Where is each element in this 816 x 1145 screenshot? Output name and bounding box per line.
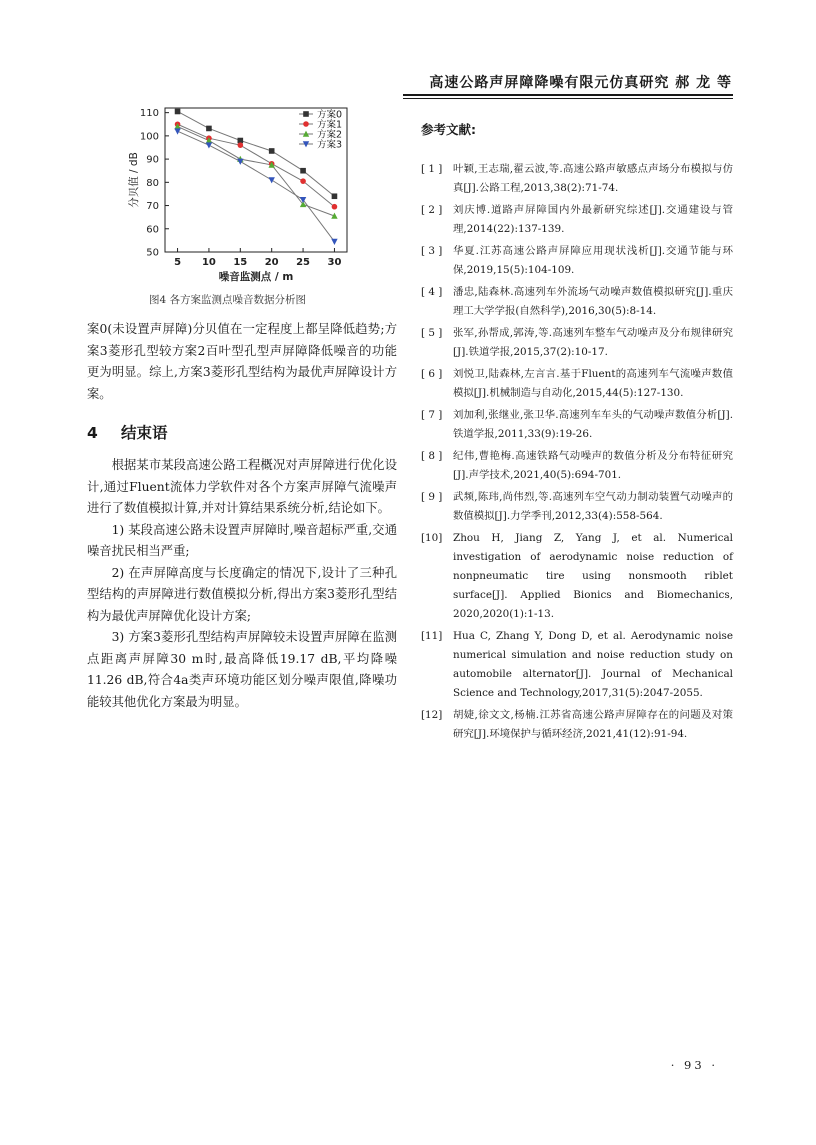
x-tick-label: 10: [201, 257, 216, 268]
reference-text: Hua C, Zhang Y, Dong D, et al. Aerodynamic noise numerical simulation and noise reduction study on automobile alternator[J]. Journal of Mechanical Science and Technology,2017,31(5):2047-2055.: [453, 630, 733, 699]
y-tick-label: 110: [139, 108, 159, 120]
reference-text: 纪伟,曹艳梅.高速铁路气动噪声的数值分析及分布特征研究[J].声学技术,2021,40(5):694-701.: [453, 450, 733, 481]
data-point: [206, 142, 212, 148]
reference-item: [421, 324, 733, 362]
figure-caption: 图4 各方案监测点噪音数据分析图: [149, 294, 307, 306]
reference-list: [421, 160, 733, 744]
reference-item: [421, 406, 733, 444]
header-rule-thin: [403, 98, 733, 99]
data-point: [300, 178, 306, 184]
data-point: [174, 128, 180, 134]
reference-number: [12]: [421, 709, 443, 721]
x-tick-label: 5: [174, 257, 182, 268]
reference-text: 胡婕,徐文文,杨楠.江苏省高速公路声屏障存在的问题及对策研究[J].环境保护与循环经济,2021,41(12):91-94.: [453, 709, 733, 740]
y-tick-label: 50: [146, 247, 159, 259]
x-tick-label: 20: [264, 257, 279, 268]
reference-text: 刘加利,张继业,张卫华.高速列车车头的气动噪声数值分析[J].铁道学报,2011,33(9):19-26.: [453, 409, 733, 440]
reference-number: [11]: [421, 630, 443, 642]
legend-marker: [303, 111, 309, 117]
reference-text: 刘悦卫,陆森林,左言言.基于Fluent的高速列车气流噪声数值模拟[J].机械制造与自动化,2015,44(5):127-130.: [453, 368, 733, 399]
reference-item: [421, 283, 733, 321]
left-column: [87, 100, 397, 713]
running-header-title: 高速公路声屏障降噪有限元仿真研究 郝 龙 等: [429, 75, 732, 91]
body-paragraph: 案0(未设置声屏障)分贝值在一定程度上都呈降低趋势;方案3菱形孔型较方案2百叶型孔型声屏障降低噪音的功能更为明显。综上,方案3菱形孔型结构为最优声屏障设计方案。: [87, 322, 397, 401]
reference-number: [ 8 ]: [421, 450, 443, 462]
reference-number: [ 9 ]: [421, 491, 443, 503]
y-axis-label: 分贝值 / dB: [128, 152, 140, 208]
reference-number: [ 4 ]: [421, 286, 443, 298]
references-title: 参考文献:: [421, 122, 476, 137]
legend-label: 方案0: [317, 109, 343, 121]
legend-label: 方案2: [317, 129, 343, 141]
conclusion-point-3: 3) 方案3菱形孔型结构声屏障较未设置声屏障在监测点距离声屏障30 m时,最高降低19.17 dB,平均降噪11.26 dB,符合4a类声环境功能区划分噪声限值,降噪功能较其他优化方案最为明显。: [87, 630, 397, 709]
data-point: [300, 168, 306, 174]
y-tick-label: 90: [146, 154, 159, 166]
header-rule: [403, 94, 733, 96]
reference-item: [421, 365, 733, 403]
x-axis-label: 噪音监测点 / m: [218, 271, 294, 283]
conclusion-point-1: 1) 某段高速公路未设置声屏障时,噪音超标严重,交通噪音扰民相当严重;: [87, 522, 397, 558]
section-title: 结束语: [121, 424, 168, 442]
reference-number: [10]: [421, 532, 443, 544]
x-tick-label: 25: [296, 257, 311, 268]
section-heading: [87, 421, 397, 443]
y-tick-label: 80: [146, 177, 159, 189]
reference-text: 刘庆博.道路声屏障国内外最新研究综述[J].交通建设与管理,2014(22):137-139.: [453, 204, 733, 235]
data-point: [332, 204, 338, 210]
reference-number: [ 2 ]: [421, 204, 443, 216]
reference-item: [421, 160, 733, 198]
reference-text: Zhou H, Jiang Z, Yang J, et al. Numerical investigation of aerodynamic noise reduction of nonpneumatic tire using nonsmooth riblet surface[J]. Applied Bionics and Biomechanics, 2020,2020(1):1-13.: [453, 532, 733, 620]
reference-number: [ 6 ]: [421, 368, 443, 380]
reference-item: [421, 706, 733, 744]
reference-item: [421, 627, 733, 703]
reference-item: [421, 242, 733, 280]
data-point: [331, 239, 337, 245]
conclusion-paragraph: 根据某市某段高速公路工程概况对声屏障进行优化设计,通过Fluent流体力学软件对各个方案声屏障气流噪声进行了数值模拟计算,并对计算结果系统分析,结论如下。: [87, 458, 397, 515]
reference-text: 武频,陈玮,尚伟烈,等.高速列车空气动力制动装置气动噪声的数值模拟[J].力学季刊,2012,33(4):558-564.: [453, 491, 733, 522]
chart-svg: [87, 100, 397, 290]
reference-item: [421, 447, 733, 485]
legend-label: 方案1: [317, 119, 343, 131]
data-point: [206, 126, 212, 132]
right-column: [421, 120, 733, 747]
reference-number: [ 7 ]: [421, 409, 443, 421]
legend-marker: [303, 121, 309, 127]
reference-number: [ 1 ]: [421, 163, 443, 175]
reference-item: [421, 529, 733, 624]
reference-number: [ 5 ]: [421, 327, 443, 339]
conclusion-point-2: 2) 在声屏障高度与长度确定的情况下,设计了三种孔型结构的声屏障进行数值模拟分析,得出方案3菱形孔型结构为最优声屏障优化设计方案;: [87, 565, 397, 623]
x-tick-label: 15: [233, 257, 248, 268]
data-point: [175, 109, 181, 115]
reference-text: 叶颖,王志瑞,翟云波,等.高速公路声敏感点声场分布模拟与仿真[J].公路工程,2013,38(2):71-74.: [453, 163, 733, 194]
series-line: [178, 131, 335, 241]
data-point: [268, 177, 274, 183]
data-point: [332, 193, 338, 199]
page-number: · 93 ·: [670, 1058, 718, 1072]
figure-4-chart: [87, 100, 397, 290]
section-number: 4: [87, 424, 98, 442]
y-tick-label: 100: [139, 131, 159, 143]
legend-label: 方案3: [317, 139, 343, 151]
reference-text: 华夏.江苏高速公路声屏障应用现状浅析[J].交通节能与环保,2019,15(5):104-109.: [453, 245, 733, 276]
reference-text: 潘忠,陆森林.高速列车外流场气动噪声数值模拟研究[J].重庆理工大学学报(自然科学),2016,30(5):8-14.: [453, 286, 733, 317]
reference-item: [421, 488, 733, 526]
reference-number: [ 3 ]: [421, 245, 443, 257]
reference-item: [421, 201, 733, 239]
y-tick-label: 70: [146, 201, 159, 213]
y-tick-label: 60: [146, 224, 159, 236]
reference-text: 张军,孙帮成,郭涛,等.高速列车整车气动噪声及分布规律研究[J].铁道学报,2015,37(2):10-17.: [453, 327, 733, 358]
data-point: [269, 148, 275, 154]
x-tick-label: 30: [327, 257, 342, 268]
data-point: [238, 142, 244, 148]
